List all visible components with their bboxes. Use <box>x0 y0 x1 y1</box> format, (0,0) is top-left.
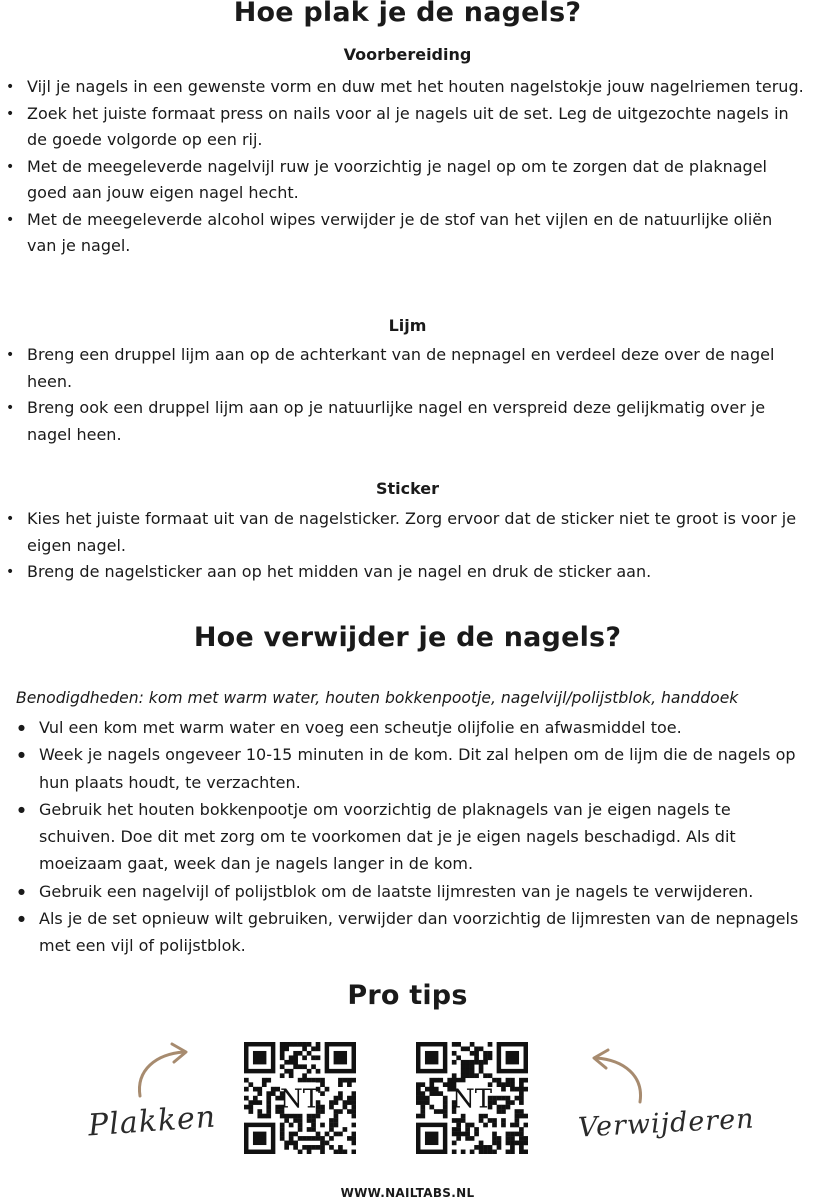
list-item: • Vijl je nagels in een gewenste vorm en duw met het houten nagelstokje jouw nagelriemen terug. <box>4 74 804 101</box>
label-plakken: Plakken <box>86 1099 218 1144</box>
heading-lijm: Lijm <box>388 316 427 335</box>
list-item: • Met de meegeleverde nagelvijl ruw je voorzichtig je nagel op om te zorgen dat de plaknagel goed aan jouw eigen nagel hecht. <box>4 154 804 207</box>
heading-voorbereiding: Voorbereiding <box>343 45 472 64</box>
list-lijm <box>4 342 804 448</box>
list-item: ● Gebruik een nagelvijl of polijstblok om de laatste lijmresten van je nagels te verwijderen. <box>14 878 804 905</box>
title-apply: Hoe plak je de nagels? <box>233 0 582 28</box>
list-item: • Kies het juiste formaat uit van de nagelsticker. Zorg ervoor dat de sticker niet te groot is voor je eigen nagel. <box>4 506 804 559</box>
website-url[interactable]: WWW.NAILTABS.NL <box>340 1186 475 1200</box>
list-item: ● Week je nagels ongeveer 10-15 minuten in de kom. Dit zal helpen om de lijm die de nagels op hun plaats houdt, te verzachten. <box>14 741 804 796</box>
supplies-line: Benodigdheden: kom met warm water, houten bokkenpootje, nagelvijl/polijstblok, handdoek <box>16 689 739 707</box>
list-item: ● Vul een kom met warm water en voeg een scheutje olijfolie en afwasmiddel toe. <box>14 714 804 741</box>
list-item: ● Gebruik het houten bokkenpootje om voorzichtig de plaknagels van je eigen nagels te schuiven. Doe dit met zorg om te voorkomen dat je je eigen nagels beschadigd. Als dit moeizaam gaat, week dan je nagels langer in de kom. <box>14 796 804 878</box>
qr-code-icon <box>244 1042 356 1154</box>
title-remove: Hoe verwijder je de nagels? <box>193 622 622 653</box>
list-item: ● Als je de set opnieuw wilt gebruiken, verwijder dan voorzichtig de lijmresten van de nepnagels met een vijl of polijstblok. <box>14 905 804 960</box>
title-pro-tips: Pro tips <box>347 980 468 1011</box>
list-item: • Zoek het juiste formaat press on nails voor al je nagels uit de set. Leg de uitgezochte nagels in de goede volgorde op een rij. <box>4 101 804 154</box>
arrow-right-icon <box>128 1040 198 1100</box>
list-item: • Met de meegeleverde alcohol wipes verwijder je de stof van het vijlen en de natuurlijke oliën van je nagel. <box>4 207 804 260</box>
list-item: • Breng de nagelsticker aan op het midden van je nagel en druk de sticker aan. <box>4 559 804 586</box>
svg-text:NT: NT <box>279 1084 321 1115</box>
heading-sticker: Sticker <box>375 479 440 498</box>
list-item: • Breng ook een druppel lijm aan op je natuurlijke nagel en verspreid deze gelijkmatig over je nagel heen. <box>4 395 804 448</box>
list-remove <box>14 714 804 960</box>
arrow-left-icon <box>582 1046 652 1106</box>
qr-code-verwijderen[interactable] <box>416 1042 528 1154</box>
list-item: • Breng een druppel lijm aan op de achterkant van de nepnagel en verdeel deze over de nagel heen. <box>4 342 804 395</box>
label-verwijderen: Verwijderen <box>577 1103 756 1144</box>
svg-text:NT: NT <box>451 1084 493 1115</box>
qr-code-plakken[interactable] <box>244 1042 356 1154</box>
qr-code-icon <box>416 1042 528 1154</box>
list-sticker <box>4 506 804 586</box>
list-voorbereiding <box>4 74 804 260</box>
